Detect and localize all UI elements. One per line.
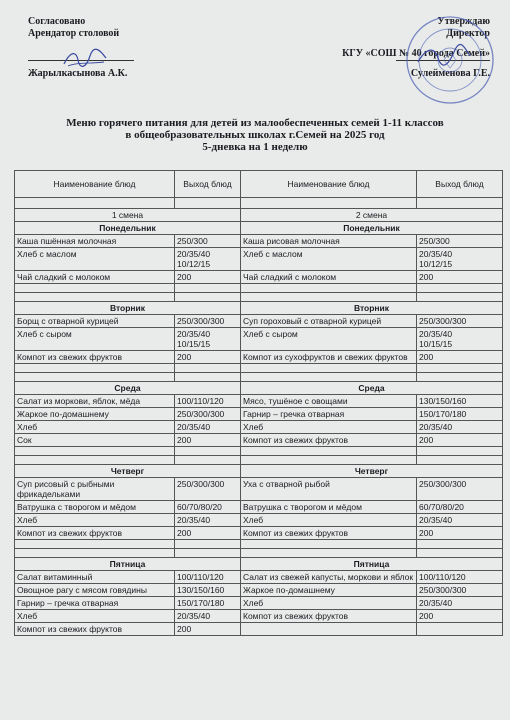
shift-1-label: 1 смена <box>15 209 241 222</box>
dish-output-left: 20/35/40 10/12/15 <box>175 248 241 271</box>
day-row <box>15 302 503 315</box>
table-row <box>15 571 503 584</box>
table-row <box>15 514 503 527</box>
table-row <box>15 395 503 408</box>
table-row <box>15 597 503 610</box>
dish-name-left: Каша пшённая молочная <box>15 235 175 248</box>
dish-name-left: Борщ с отварной курицей <box>15 315 175 328</box>
dish-name-right: Хлеб с сыром <box>241 328 417 351</box>
day-row <box>15 222 503 235</box>
dish-name-right: Хлеб <box>241 421 417 434</box>
dish-name-right: Хлеб с маслом <box>241 248 417 271</box>
dish-name-right: Компот из сухофруктов и свежих фруктов <box>241 351 417 364</box>
dish-output-left: 250/300/300 <box>175 408 241 421</box>
title-line3: 5-дневка на 1 неделю <box>202 141 308 153</box>
dish-name-right: Суп гороховый с отварной курицей <box>241 315 417 328</box>
dish-name-right: Мясо, тушёное с овощами <box>241 395 417 408</box>
dish-output-right: 200 <box>417 271 503 284</box>
dish-output-left: 200 <box>175 271 241 284</box>
day-label-right: Четверг <box>241 465 503 478</box>
dish-output-right: 20/35/40 10/12/15 <box>417 248 503 271</box>
dish-name-right: Уха с отварной рыбой <box>241 478 417 501</box>
dish-output-left: 250/300/300 <box>175 315 241 328</box>
title-line2: в общеобразовательных школах г.Семей на 2025 год <box>125 129 385 141</box>
dish-output-right: 200 <box>417 351 503 364</box>
dish-output-left: 250/300 <box>175 235 241 248</box>
dish-output-left: 20/35/40 <box>175 610 241 623</box>
day-label-left: Пятница <box>15 558 241 571</box>
table-row <box>15 434 503 447</box>
approval-right-line2: Директор <box>446 28 490 39</box>
approval-right-line1: Утверждаю <box>437 16 490 27</box>
dish-output-left: 100/110/120 <box>175 571 241 584</box>
dish-name-right: Каша рисовая молочная <box>241 235 417 248</box>
table-header-row <box>15 171 503 198</box>
dish-output-right: 250/300/300 <box>417 584 503 597</box>
dish-output-right: 20/35/40 <box>417 421 503 434</box>
dish-name-right: Ватрушка с творогом и мёдом <box>241 501 417 514</box>
dish-output-left: 200 <box>175 623 241 636</box>
dish-name-left: Ватрушка с творогом и мёдом <box>15 501 175 514</box>
dish-output-right <box>417 623 503 636</box>
dish-name-left: Хлеб <box>15 421 175 434</box>
dish-name-right: Компот из свежих фруктов <box>241 434 417 447</box>
header-output-right: Выход блюд <box>417 171 503 198</box>
dish-output-left: 100/110/120 <box>175 395 241 408</box>
day-label-right: Среда <box>241 382 503 395</box>
approval-left-line1: Согласовано <box>28 16 86 27</box>
dish-output-right: 20/35/40 <box>417 597 503 610</box>
table-row <box>15 328 503 351</box>
dish-output-left: 150/170/180 <box>175 597 241 610</box>
day-label-left: Среда <box>15 382 241 395</box>
day-label-left: Вторник <box>15 302 241 315</box>
day-label-right: Вторник <box>241 302 503 315</box>
dish-output-left: 250/300/300 <box>175 478 241 501</box>
dish-name-left: Компот из свежих фруктов <box>15 351 175 364</box>
dish-name-right: Чай сладкий с молоком <box>241 271 417 284</box>
spacer-row <box>15 456 503 465</box>
spacer-row <box>15 373 503 382</box>
dish-name-left: Хлеб <box>15 514 175 527</box>
dish-output-left: 200 <box>175 527 241 540</box>
dish-name-right <box>241 623 417 636</box>
dish-output-right: 60/70/80/20 <box>417 501 503 514</box>
dish-output-right: 150/170/180 <box>417 408 503 421</box>
header-dish-name-left: Наименование блюд <box>15 171 175 198</box>
header-dish-name-right: Наименование блюд <box>241 171 417 198</box>
spacer-row <box>15 284 503 293</box>
dish-name-left: Гарнир – гречка отварная <box>15 597 175 610</box>
dish-output-right: 250/300/300 <box>417 315 503 328</box>
dish-output-left: 60/70/80/20 <box>175 501 241 514</box>
approval-left-name: Жарылкасынова А.К. <box>28 68 128 79</box>
header-output-left: Выход блюд <box>175 171 241 198</box>
dish-name-right: Хлеб <box>241 597 417 610</box>
dish-name-right: Компот из свежих фруктов <box>241 527 417 540</box>
table-row <box>15 623 503 636</box>
spacer-row <box>15 540 503 549</box>
day-label-right: Понедельник <box>241 222 503 235</box>
dish-name-left: Хлеб <box>15 610 175 623</box>
table-row <box>15 584 503 597</box>
dish-name-right: Салат из свежей капусты, моркови и яблок <box>241 571 417 584</box>
table-row <box>15 351 503 364</box>
dish-output-right: 20/35/40 10/15/15 <box>417 328 503 351</box>
day-row <box>15 465 503 478</box>
approval-block-left <box>28 16 119 40</box>
dish-name-left: Компот из свежих фруктов <box>15 527 175 540</box>
dish-output-left: 200 <box>175 351 241 364</box>
day-label-left: Понедельник <box>15 222 241 235</box>
dish-output-right: 200 <box>417 527 503 540</box>
day-row <box>15 382 503 395</box>
spacer-row <box>15 198 503 209</box>
table-row <box>15 235 503 248</box>
table-row <box>15 315 503 328</box>
signature-left-icon <box>60 46 110 72</box>
dish-output-right: 20/35/40 <box>417 514 503 527</box>
dish-output-right: 250/300/300 <box>417 478 503 501</box>
table-row <box>15 478 503 501</box>
dish-output-right: 200 <box>417 610 503 623</box>
dish-name-left: Овощное рагу с мясом говядины <box>15 584 175 597</box>
spacer-row <box>15 549 503 558</box>
dish-output-right: 250/300 <box>417 235 503 248</box>
dish-output-right: 130/150/160 <box>417 395 503 408</box>
dish-name-left: Суп рисовый с рыбными фрикадельками <box>15 478 175 501</box>
spacer-row <box>15 447 503 456</box>
dish-output-right: 200 <box>417 434 503 447</box>
shift-row <box>15 209 503 222</box>
table-row <box>15 421 503 434</box>
title-line1: Меню горячего питания для детей из малообеспеченных семей 1-11 классов <box>66 117 444 129</box>
dish-name-left: Салат витаминный <box>15 571 175 584</box>
dish-name-right: Компот из свежих фруктов <box>241 610 417 623</box>
table-row <box>15 501 503 514</box>
approval-right-name: Сулейменова Г.Е. <box>410 68 490 79</box>
dish-name-left: Хлеб с сыром <box>15 328 175 351</box>
dish-name-right: Гарнир – гречка отварная <box>241 408 417 421</box>
dish-output-left: 20/35/40 10/15/15 <box>175 328 241 351</box>
dish-output-left: 20/35/40 <box>175 514 241 527</box>
dish-name-right: Жаркое по-домашнему <box>241 584 417 597</box>
table-row <box>15 610 503 623</box>
dish-name-left: Хлеб с маслом <box>15 248 175 271</box>
dish-output-left: 20/35/40 <box>175 421 241 434</box>
table-row <box>15 408 503 421</box>
signature-right-icon <box>414 40 474 70</box>
dish-output-left: 130/150/160 <box>175 584 241 597</box>
dish-name-left: Чай сладкий с молоком <box>15 271 175 284</box>
dish-name-left: Компот из свежих фруктов <box>15 623 175 636</box>
menu-table <box>14 170 503 636</box>
day-label-right: Пятница <box>241 558 503 571</box>
approval-right-line3: КГУ «СОШ № 40 города Семей» <box>342 48 490 59</box>
day-row <box>15 558 503 571</box>
table-row <box>15 527 503 540</box>
day-label-left: Четверг <box>15 465 241 478</box>
dish-output-right: 100/110/120 <box>417 571 503 584</box>
document-title <box>0 117 510 153</box>
spacer-row <box>15 293 503 302</box>
table-row <box>15 271 503 284</box>
spacer-row <box>15 364 503 373</box>
dish-output-left: 200 <box>175 434 241 447</box>
shift-2-label: 2 смена <box>241 209 503 222</box>
dish-name-left: Сок <box>15 434 175 447</box>
dish-name-left: Жаркое по-домашнему <box>15 408 175 421</box>
approval-left-line2: Арендатор столовой <box>28 28 120 39</box>
table-row <box>15 248 503 271</box>
dish-name-left: Салат из моркови, яблок, мёда <box>15 395 175 408</box>
dish-name-right: Хлеб <box>241 514 417 527</box>
